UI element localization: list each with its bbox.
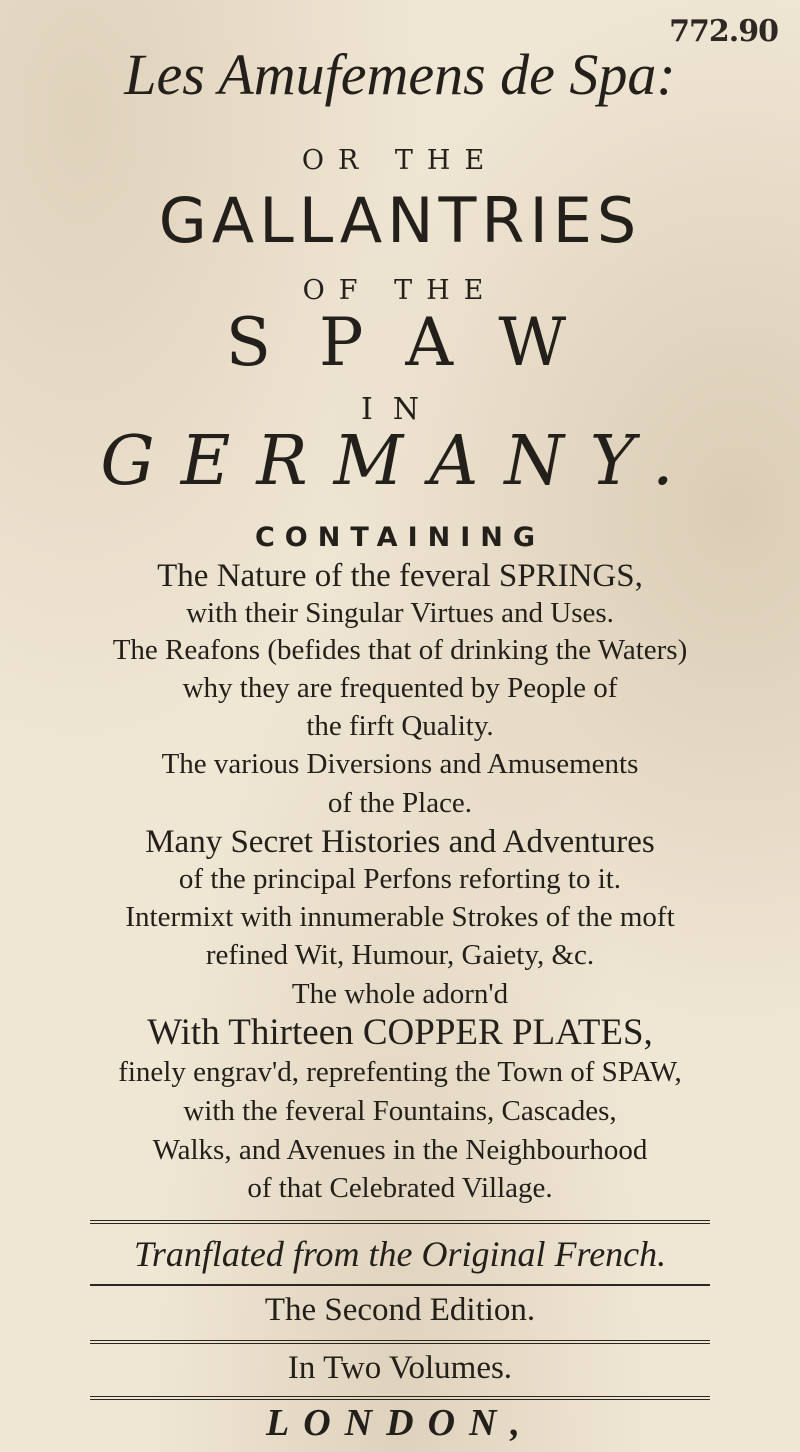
contents-line-12: The whole adorn'd <box>291 978 509 1010</box>
contents-line-9: of the principal Perfons reforting to it. <box>178 863 622 895</box>
title-line-germany: GERMANY. <box>100 422 700 501</box>
contents-line-14: finely engrav'd, reprefenting the Town of SPAW, <box>118 1056 682 1088</box>
title-line-amusemens: Les Amufemens de Spa: <box>124 42 676 107</box>
contents-line-17: of that Celebrated Village. <box>247 1172 553 1204</box>
title-line-or-the: OR THE <box>301 145 499 176</box>
divider-rule <box>90 1340 710 1344</box>
title-line-gallantries: GALLANTRIES <box>158 184 642 257</box>
shelfmark: 772.90 <box>669 14 778 49</box>
contents-line-11: refined Wit, Humour, Gaiety, &c. <box>205 939 595 971</box>
translation-note: Tranflated from the Original French. <box>133 1234 667 1274</box>
contents-line-15: with the feveral Fountains, Cascades, <box>183 1095 617 1127</box>
contents-line-6: The various Diversions and Amusements <box>161 748 639 780</box>
volumes-note: In Two Volumes. <box>287 1350 513 1386</box>
contents-line-16: Walks, and Avenues in the Neighbourhood <box>152 1134 648 1166</box>
contents-line-1: The Nature of the feveral SPRINGS, <box>157 558 643 594</box>
contents-line-2: with their Singular Virtues and Uses. <box>186 597 614 629</box>
contents-line-13: With Thirteen COPPER PLATES, <box>147 1012 653 1053</box>
contents-line-3: The Reafons (befides that of drinking the Waters) <box>112 634 688 666</box>
title-line-in: IN <box>360 392 440 427</box>
contents-line-8: Many Secret Histories and Adventures <box>145 824 655 860</box>
contents-line-5: the firft Quality. <box>306 710 494 742</box>
title-line-spaw: SPAW <box>225 304 615 381</box>
divider-rule <box>90 1284 710 1286</box>
title-line-of-the: OF THE <box>302 275 498 306</box>
edition-note: The Second Edition. <box>264 1292 536 1328</box>
contents-line-4: why they are frequented by People of <box>182 672 618 704</box>
divider-rule <box>90 1220 710 1224</box>
imprint-city: LONDON, <box>266 1402 534 1444</box>
divider-rule <box>90 1396 710 1400</box>
contents-line-10: Intermixt with innumerable Strokes of the moft <box>125 901 675 933</box>
contents-line-7: of the Place. <box>327 787 473 819</box>
containing-heading: CONTAINING <box>254 522 546 553</box>
